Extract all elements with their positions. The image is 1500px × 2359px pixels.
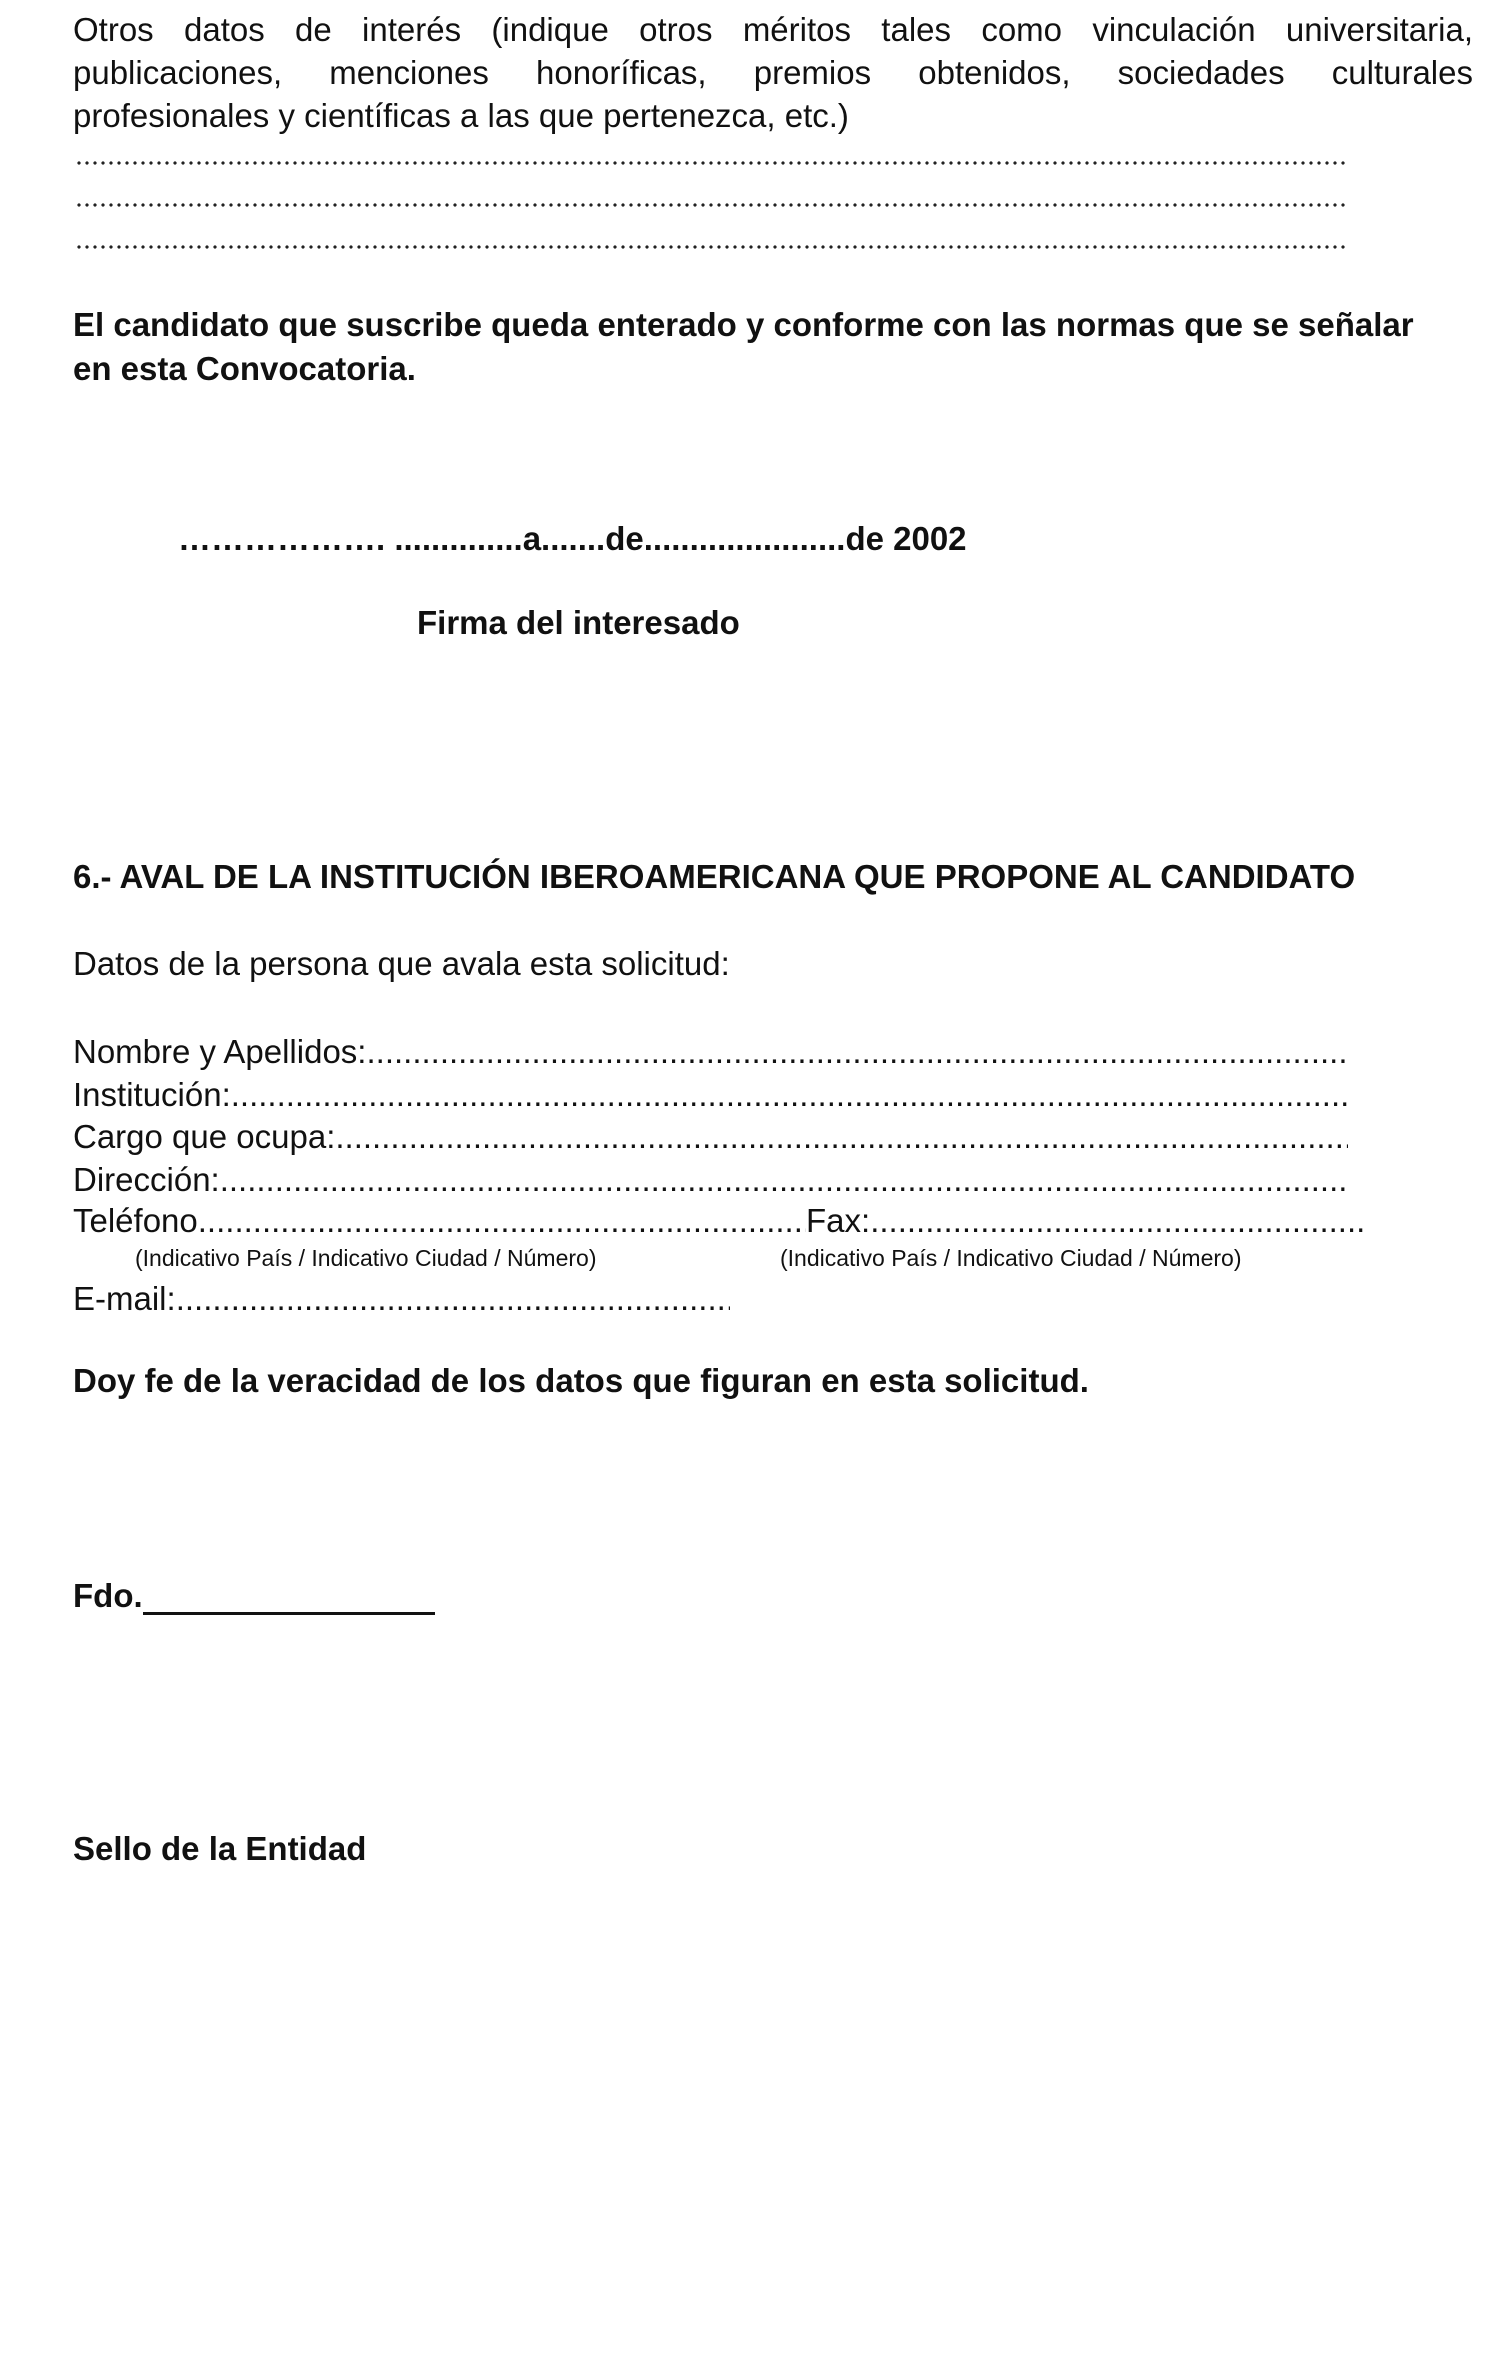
otros-datos-fill-line-1[interactable]	[75, 160, 1347, 166]
cargo-field[interactable]	[73, 1115, 1348, 1158]
direccion-fill[interactable]	[220, 1158, 1348, 1201]
email-field[interactable]	[73, 1277, 730, 1320]
telefono-field[interactable]	[73, 1199, 806, 1242]
fax-fill[interactable]	[870, 1199, 1363, 1242]
email-fill[interactable]	[176, 1277, 730, 1320]
email-label: E-mail:	[73, 1280, 176, 1317]
fax-field[interactable]	[806, 1199, 1363, 1242]
nombre-field[interactable]	[73, 1030, 1348, 1073]
otros-datos-line-2: publicaciones, menciones honoríficas, premios obtenidos, sociedades culturales	[73, 54, 1473, 91]
fdo-signature[interactable]	[73, 1576, 435, 1615]
telefono-hint: (Indicativo País / Indicativo Ciudad / Número)	[135, 1245, 597, 1271]
fax-hint: (Indicativo País / Indicativo Ciudad / Número)	[780, 1245, 1242, 1271]
institucion-label: Institución:	[73, 1076, 231, 1113]
fax-label: Fax:	[806, 1202, 871, 1239]
fdo-label: Fdo.	[73, 1577, 143, 1614]
sello-label: Sello de la Entidad	[73, 1830, 367, 1867]
otros-datos-line-1: Otros datos de interés (indique otros méritos tales como vinculación universitaria,	[73, 11, 1473, 48]
cargo-fill[interactable]	[335, 1115, 1348, 1158]
otros-datos-paragraph	[73, 8, 1473, 137]
telefono-label: Teléfono	[73, 1202, 198, 1239]
institucion-fill[interactable]	[231, 1073, 1348, 1116]
nombre-fill[interactable]	[366, 1030, 1348, 1073]
declaracion-line-2: en esta Convocatoria.	[73, 350, 416, 387]
otros-datos-line-3: profesionales y científicas a las que pertenezca, etc.)	[73, 97, 849, 134]
direccion-label: Dirección:	[73, 1161, 220, 1198]
section-6-title: 6.- AVAL DE LA INSTITUCIÓN IBEROAMERICANA QUE PROPONE AL CANDIDATO	[73, 858, 1356, 895]
fecha-line[interactable]: ………………. ..............a.......de......................de 2002	[178, 520, 967, 557]
telefono-fill[interactable]	[198, 1199, 806, 1242]
institucion-field[interactable]	[73, 1073, 1348, 1116]
doy-fe-statement: Doy fe de la veracidad de los datos que figuran en esta solicitud.	[73, 1362, 1089, 1399]
otros-datos-fill-line-2[interactable]	[75, 202, 1347, 208]
firma-interesado-label: Firma del interesado	[417, 604, 740, 641]
declaracion-line-1: El candidato que suscribe queda enterado y conforme con las normas que se señalar	[73, 306, 1414, 343]
section-6-intro: Datos de la persona que avala esta solicitud:	[73, 945, 730, 982]
direccion-field[interactable]	[73, 1158, 1348, 1201]
nombre-label: Nombre y Apellidos:	[73, 1033, 367, 1070]
fdo-signature-line[interactable]	[143, 1576, 435, 1615]
otros-datos-fill-line-3[interactable]	[75, 244, 1347, 250]
cargo-label: Cargo que ocupa:	[73, 1118, 336, 1155]
